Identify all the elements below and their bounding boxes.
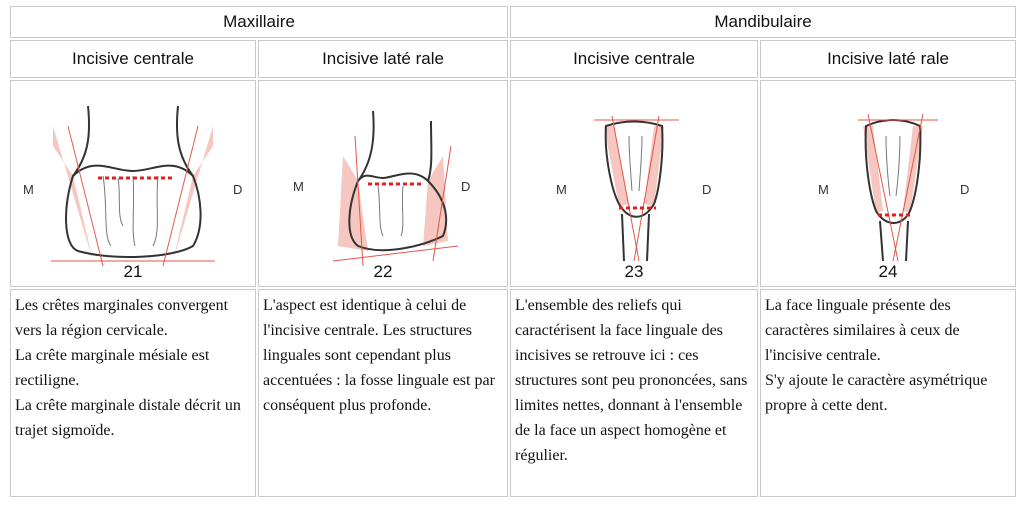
description-line: S'y ajoute le caractère asymétrique propre à cette dent. — [765, 372, 988, 414]
tooth-mandibular-lateral-diagram-icon — [788, 96, 988, 271]
tooth-mandibular-central-diagram-icon — [534, 96, 734, 271]
description-cell-21 — [10, 289, 256, 497]
tooth-comparison-table — [8, 4, 1016, 504]
diagram-cell-23 — [510, 80, 758, 287]
label-d: D — [960, 182, 970, 197]
tooth-maxillary-lateral-diagram-icon — [283, 96, 483, 271]
column-title-22: Incisive laté rale — [258, 40, 508, 78]
column-title-23: Incisive centrale — [510, 40, 758, 78]
column-title-24: Incisive laté rale — [760, 40, 1016, 78]
tooth-maxillary-central-diagram-icon — [23, 96, 243, 271]
description-line: Les crêtes marginales convergent vers la région cervicale. — [15, 297, 229, 339]
label-m: M — [293, 179, 304, 194]
group-header-maxillaire: Maxillaire — [10, 6, 508, 38]
label-d: D — [461, 179, 471, 194]
description-cell-23 — [510, 289, 758, 497]
tooth-number-23: 23 — [624, 262, 644, 281]
description-line: La face linguale présente des caractères similaires à ceux de l'incisive centrale. — [765, 297, 960, 364]
description-line: La crête marginale mésiale est rectiligne. — [15, 347, 210, 389]
tooth-number-21: 21 — [123, 262, 143, 281]
diagram-cell-21 — [10, 80, 256, 287]
tooth-number-22: 22 — [373, 262, 393, 281]
description-cell-22 — [258, 289, 508, 497]
tooth-number-24: 24 — [878, 262, 898, 281]
label-m: M — [556, 182, 567, 197]
label-d: D — [233, 182, 243, 197]
label-m: M — [818, 182, 829, 197]
group-header-mandibulaire: Mandibulaire — [510, 6, 1016, 38]
column-title-21: Incisive centrale — [10, 40, 256, 78]
label-d: D — [702, 182, 712, 197]
description-line: La crête marginale distale décrit un trajet sigmoïde. — [15, 397, 241, 439]
description-cell-24 — [760, 289, 1016, 497]
diagram-cell-24 — [760, 80, 1016, 287]
description-line: L'ensemble des reliefs qui caractérisent la face linguale des incisives se retrouve ici : ces structures sont peu prononcées, sans limites nettes, donnant à l'ensemble de la face un aspect homogène et régulier. — [515, 297, 748, 464]
label-m: M — [23, 182, 34, 197]
diagram-cell-22 — [258, 80, 508, 287]
description-line: L'aspect est identique à celui de l'incisive centrale. Les structures linguales sont cependant plus accentuées : la fosse linguale est par conséquent plus profonde. — [263, 297, 495, 414]
